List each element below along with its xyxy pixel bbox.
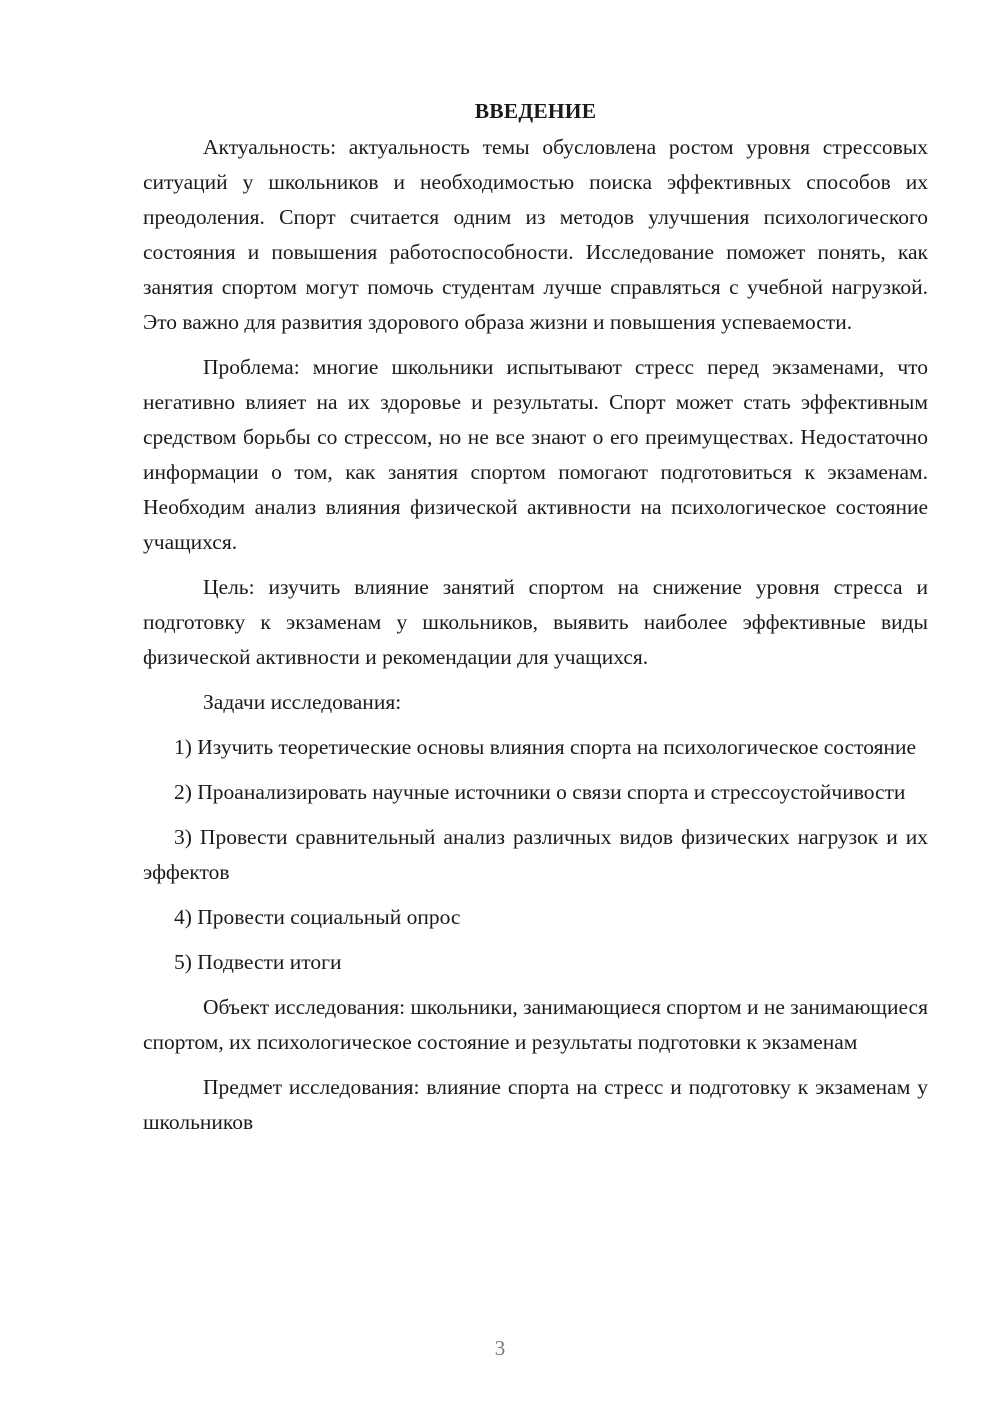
task-item-4: 4) Провести социальный опрос xyxy=(174,905,461,929)
subject-paragraph: Предмет исследования: влияние спорта на стресс и подготовку к экзаменам у школьников xyxy=(143,1075,928,1134)
tasks-heading: Задачи исследования: xyxy=(203,690,402,714)
task-item-5: 5) Подвести итоги xyxy=(174,950,342,974)
page-number: 3 xyxy=(494,1336,506,1360)
relevance-paragraph: Актуальность: актуальность темы обусловлена ростом уровня стрессовых ситуаций у школьников и необходимостью поиска эффективных способов их преодоления. Спорт считается одним из методов улучшения психологического состояния и повышения работоспособности. Исследование поможет понять, как занятия спортом могут помочь студентам лучше справляться с учебной нагрузкой. Это важно для развития здорового образа жизни и повышения успеваемости. xyxy=(143,135,928,334)
goal-paragraph: Цель: изучить влияние занятий спортом на снижение уровня стресса и подготовку к экзаменам у школьников, выявить наиболее эффективные виды физической активности и рекомендации для учащихся. xyxy=(143,575,928,669)
object-paragraph: Объект исследования: школьники, занимающиеся спортом и не занимающиеся спортом, их психологическое состояние и результаты подготовки к экзаменам xyxy=(143,995,928,1054)
document-page xyxy=(143,96,928,1150)
task-item-1: 1) Изучить теоретические основы влияния спорта на психологическое состояние xyxy=(174,735,917,759)
task-item-3: 3) Провести сравнительный анализ различных видов физических нагрузок и их эффектов xyxy=(143,825,928,884)
problem-paragraph: Проблема: многие школьники испытывают стресс перед экзаменами, что негативно влияет на их здоровье и результаты. Спорт может стать эффективным средством борьбы со стрессом, но не все знают о его преимуществах. Недостаточно информации о том, как занятия спортом помогают подготовиться к экзаменам. Необходим анализ влияния физической активности на психологическое состояние учащихся. xyxy=(143,355,928,554)
task-item-2: 2) Проанализировать научные источники о связи спорта и стрессоустойчивости xyxy=(174,780,906,804)
document-title: ВВЕДЕНИЕ xyxy=(474,99,597,123)
